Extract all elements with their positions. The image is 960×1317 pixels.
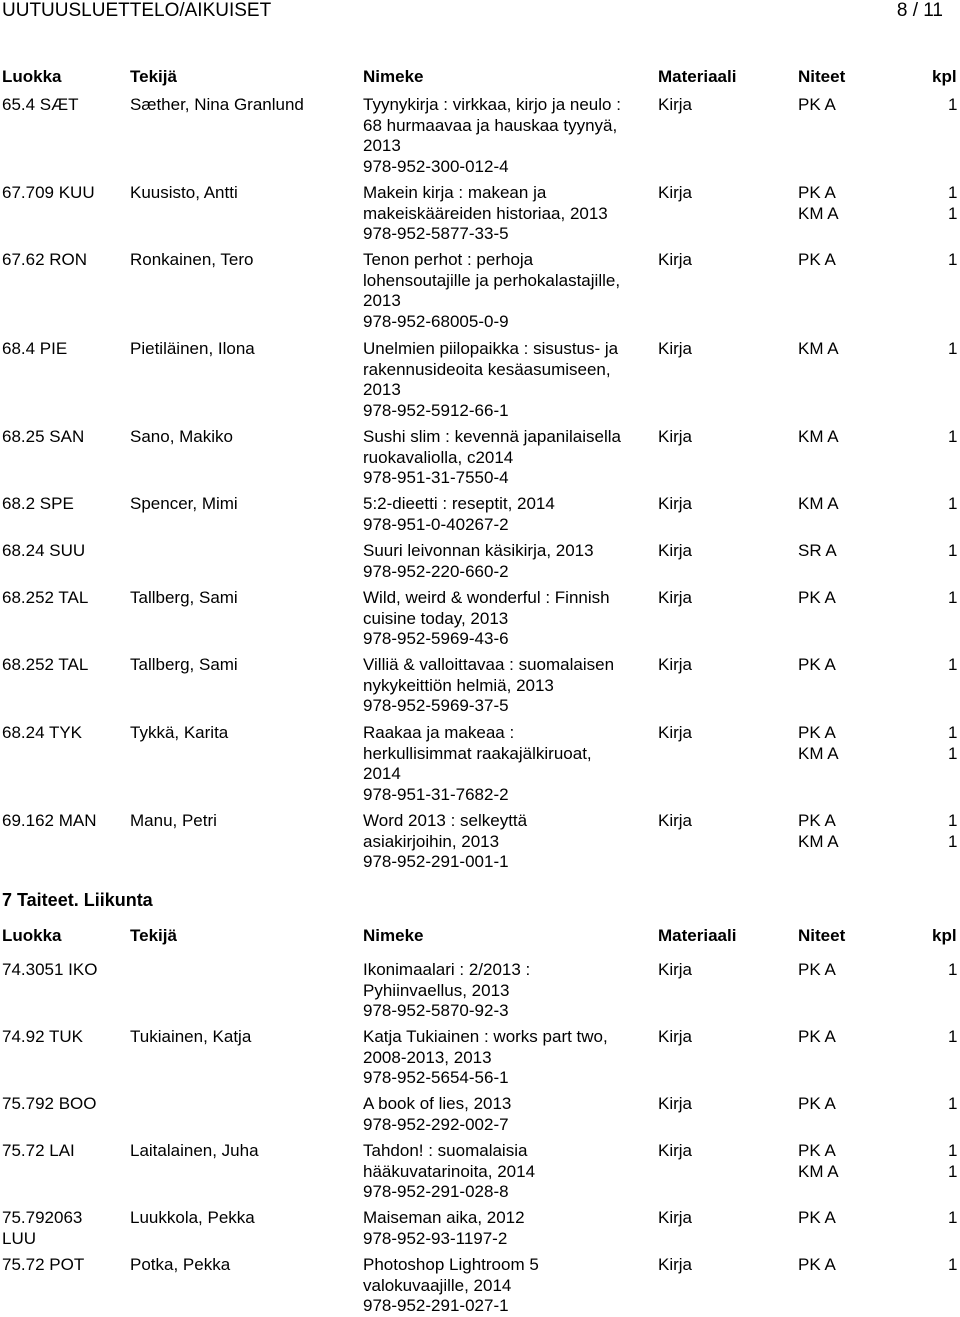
cell-luokka: [2, 655, 127, 676]
luokka-line: 68.24 TYK: [2, 723, 83, 742]
cell-kpl: [948, 811, 960, 852]
cell-nimeke: [363, 494, 653, 535]
cell-tekija: Spencer, Mimi: [130, 494, 238, 513]
page-header: [0, 0, 960, 28]
kpl-line: 1: [948, 1255, 958, 1274]
kpl-line: 1: [948, 250, 958, 269]
cell-niteet: [798, 541, 878, 562]
nimeke-line: Villiä & valloittavaa : suomalaisen: [363, 655, 615, 674]
cell-kpl: [948, 1027, 960, 1048]
luokka-line: 75.72 POT: [2, 1255, 85, 1274]
niteet-line: KM A: [798, 743, 839, 763]
nimeke-line: 2008-2013, 2013: [363, 1047, 492, 1067]
cell-nimeke: [363, 1094, 653, 1135]
cell-materiaali: Kirja: [658, 339, 693, 358]
column-header-tekija: Tekijä: [130, 67, 177, 86]
cell-niteet: [798, 960, 878, 981]
niteet-line: PK A: [798, 1094, 836, 1113]
niteet-line: PK A: [798, 95, 836, 114]
cell-luokka: [2, 1027, 127, 1048]
nimeke-line: Suuri leivonnan käsikirja, 2013: [363, 541, 594, 560]
nimeke-line: asiakirjoihin, 2013: [363, 831, 500, 851]
nimeke-line: Maiseman aika, 2012: [363, 1208, 525, 1227]
niteet-line: KM A: [798, 831, 839, 851]
cell-luokka: [2, 183, 127, 204]
nimeke-line: Makein kirja : makean ja: [363, 183, 547, 202]
luokka-line: 68.252 TAL: [2, 588, 89, 607]
kpl-line: 1: [948, 811, 958, 830]
cell-nimeke: [363, 655, 653, 717]
cell-nimeke: [363, 541, 653, 582]
nimeke-line: 978-951-31-7682-2: [363, 785, 509, 805]
cell-kpl: [948, 541, 960, 562]
cell-luokka: [2, 723, 127, 744]
page-number: 8 / 11: [896, 0, 943, 21]
cell-nimeke: [363, 339, 653, 422]
nimeke-line: 5:2-dieetti : reseptit, 2014: [363, 494, 555, 513]
cell-nimeke: [363, 1255, 653, 1317]
nimeke-line: 978-952-220-660-2: [363, 561, 509, 581]
cell-tekija: Manu, Petri: [130, 811, 217, 830]
nimeke-line: 978-952-291-001-1: [363, 852, 509, 872]
kpl-line: 1: [948, 1027, 958, 1046]
niteet-line: KM A: [798, 203, 839, 223]
kpl-line: 1: [948, 427, 958, 446]
cell-luokka: [2, 1094, 127, 1115]
cell-nimeke: [363, 250, 653, 333]
nimeke-line: valokuvaajille, 2014: [363, 1275, 512, 1295]
column-header-row: [0, 67, 960, 87]
cell-nimeke: [363, 183, 653, 245]
cell-niteet: [798, 494, 878, 515]
cell-nimeke: [363, 588, 653, 650]
nimeke-line: 978-952-5912-66-1: [363, 401, 509, 421]
luokka-line: 75.792 BOO: [2, 1094, 97, 1113]
nimeke-line: 978-952-292-002-7: [363, 1114, 509, 1134]
nimeke-line: 978-952-5969-43-6: [363, 629, 509, 649]
cell-kpl: [948, 1255, 960, 1276]
cell-kpl: [948, 588, 960, 609]
nimeke-line: 978-952-5870-92-3: [363, 1001, 509, 1021]
nimeke-line: Sushi slim : kevennä japanilaisella: [363, 427, 621, 446]
kpl-line: 1: [948, 95, 958, 114]
cell-niteet: [798, 183, 878, 224]
niteet-line: KM A: [798, 494, 839, 513]
column-header-luokka: Luokka: [2, 67, 62, 86]
luokka-line: LUU: [2, 1228, 37, 1248]
cell-kpl: [948, 339, 960, 360]
nimeke-line: Photoshop Lightroom 5: [363, 1255, 539, 1274]
cell-tekija: Tallberg, Sami: [130, 655, 238, 674]
cell-materiaali: Kirja: [658, 960, 693, 979]
kpl-line: 1: [948, 831, 958, 851]
cell-tekija: Ronkainen, Tero: [130, 250, 254, 269]
nimeke-line: Wild, weird & wonderful : Finnish: [363, 588, 610, 607]
nimeke-line: 978-952-68005-0-9: [363, 312, 509, 332]
niteet-line: PK A: [798, 183, 836, 202]
niteet-line: KM A: [798, 427, 839, 446]
cell-tekija: Kuusisto, Antti: [130, 183, 238, 202]
nimeke-line: 978-951-31-7550-4: [363, 468, 509, 488]
nimeke-line: 2013: [363, 136, 401, 156]
cell-kpl: [948, 183, 960, 224]
nimeke-line: Tyynykirja : virkkaa, kirjo ja neulo :: [363, 95, 621, 114]
cell-luokka: [2, 1208, 127, 1249]
niteet-line: PK A: [798, 250, 836, 269]
kpl-line: 1: [948, 1208, 958, 1227]
niteet-line: KM A: [798, 1161, 839, 1181]
nimeke-line: Tenon perhot : perhoja: [363, 250, 534, 269]
column-header-kpl: kpl: [932, 926, 957, 945]
nimeke-line: Raakaa ja makeaa :: [363, 723, 515, 742]
nimeke-line: 978-952-93-1197-2: [363, 1228, 508, 1248]
cell-luokka: [2, 427, 127, 448]
kpl-line: 1: [948, 743, 958, 763]
column-header-nimeke: Nimeke: [363, 926, 424, 945]
niteet-line: PK A: [798, 655, 836, 674]
cell-tekija: Sæther, Nina Granlund: [130, 95, 304, 114]
section-title: 7 Taiteet. Liikunta: [2, 890, 153, 910]
cell-luokka: [2, 1255, 127, 1276]
cell-materiaali: Kirja: [658, 95, 693, 114]
cell-luokka: [2, 541, 127, 562]
cell-materiaali: Kirja: [658, 1208, 693, 1227]
cell-materiaali: Kirja: [658, 588, 693, 607]
column-header-niteet: Niteet: [798, 67, 846, 86]
cell-tekija: Luukkola, Pekka: [130, 1208, 255, 1227]
kpl-line: 1: [948, 655, 958, 674]
cell-tekija: Potka, Pekka: [130, 1255, 231, 1274]
nimeke-line: 2013: [363, 380, 401, 400]
nimeke-line: 978-951-0-40267-2: [363, 514, 509, 534]
luokka-line: 68.24 SUU: [2, 541, 86, 560]
luokka-line: 67.62 RON: [2, 250, 88, 269]
cell-luokka: [2, 339, 127, 360]
kpl-line: 1: [948, 203, 958, 223]
cell-kpl: [948, 960, 960, 981]
niteet-line: PK A: [798, 723, 836, 742]
cell-kpl: [948, 1208, 960, 1229]
column-header-materiaali: Materiaali: [658, 926, 737, 945]
niteet-line: SR A: [798, 541, 837, 560]
kpl-line: 1: [948, 723, 958, 742]
nimeke-line: 978-952-5969-37-5: [363, 696, 509, 716]
column-header-materiaali: Materiaali: [658, 67, 737, 86]
cell-luokka: [2, 960, 127, 981]
cell-niteet: [798, 1141, 878, 1182]
kpl-line: 1: [948, 960, 958, 979]
nimeke-line: A book of lies, 2013: [363, 1094, 512, 1113]
nimeke-line: Tahdon! : suomalaisia: [363, 1141, 528, 1160]
cell-nimeke: [363, 1027, 653, 1089]
kpl-line: 1: [948, 1141, 958, 1160]
cell-luokka: [2, 588, 127, 609]
cell-tekija: Tallberg, Sami: [130, 588, 238, 607]
cell-niteet: [798, 1255, 878, 1276]
luokka-line: 69.162 MAN: [2, 811, 97, 830]
nimeke-line: 2014: [363, 764, 401, 784]
nimeke-line: 978-952-5877-33-5: [363, 224, 509, 244]
cell-luokka: [2, 811, 127, 832]
niteet-line: PK A: [798, 960, 836, 979]
cell-kpl: [948, 655, 960, 676]
kpl-line: 1: [948, 339, 958, 358]
luokka-line: 74.3051 IKO: [2, 960, 98, 979]
nimeke-line: 978-952-291-027-1: [363, 1296, 509, 1316]
nimeke-line: makeiskääreiden historiaa, 2013: [363, 203, 608, 223]
cell-materiaali: Kirja: [658, 1141, 693, 1160]
column-header-nimeke: Nimeke: [363, 67, 424, 86]
cell-kpl: [948, 723, 960, 764]
luokka-line: 74.92 TUK: [2, 1027, 83, 1046]
cell-materiaali: Kirja: [658, 1255, 693, 1274]
cell-nimeke: [363, 960, 653, 1022]
cell-niteet: [798, 95, 878, 116]
cell-luokka: [2, 494, 127, 515]
column-header-tekija: Tekijä: [130, 926, 177, 945]
niteet-line: PK A: [798, 588, 836, 607]
kpl-line: 1: [948, 541, 958, 560]
cell-luokka: [2, 95, 127, 116]
nimeke-line: rakennusideoita kesäasumiseen,: [363, 359, 611, 379]
nimeke-line: Pyhiinvaellus, 2013: [363, 980, 510, 1000]
luokka-line: 68.252 TAL: [2, 655, 89, 674]
luokka-line: 68.4 PIE: [2, 339, 68, 358]
cell-niteet: [798, 1094, 878, 1115]
cell-nimeke: [363, 95, 653, 178]
luokka-line: 75.792063: [2, 1208, 83, 1227]
cell-kpl: [948, 250, 960, 271]
cell-materiaali: Kirja: [658, 427, 693, 446]
cell-kpl: [948, 1094, 960, 1115]
niteet-line: KM A: [798, 339, 839, 358]
luokka-line: 75.72 LAI: [2, 1141, 75, 1160]
niteet-line: PK A: [798, 1027, 836, 1046]
cell-materiaali: Kirja: [658, 541, 693, 560]
cell-materiaali: Kirja: [658, 183, 693, 202]
cell-tekija: Sano, Makiko: [130, 427, 233, 446]
cell-niteet: [798, 339, 878, 360]
nimeke-line: hääkuvatarinoita, 2014: [363, 1161, 536, 1181]
luokka-line: 67.709 KUU: [2, 183, 95, 202]
nimeke-line: Katja Tukiainen : works part two,: [363, 1027, 608, 1046]
cell-luokka: [2, 250, 127, 271]
cell-niteet: [798, 588, 878, 609]
nimeke-line: herkullisimmat raakajälkiruoat,: [363, 743, 592, 763]
nimeke-line: nykykeittiön helmiä, 2013: [363, 675, 554, 695]
niteet-line: PK A: [798, 811, 836, 830]
cell-kpl: [948, 427, 960, 448]
cell-tekija: Laitalainen, Juha: [130, 1141, 259, 1160]
nimeke-line: Word 2013 : selkeyttä: [363, 811, 528, 830]
cell-materiaali: Kirja: [658, 250, 693, 269]
kpl-line: 1: [948, 494, 958, 513]
cell-tekija: Pietiläinen, Ilona: [130, 339, 255, 358]
cell-materiaali: Kirja: [658, 494, 693, 513]
cell-niteet: [798, 1208, 878, 1229]
cell-tekija: Tykkä, Karita: [130, 723, 229, 742]
cell-materiaali: Kirja: [658, 1027, 693, 1046]
niteet-line: PK A: [798, 1255, 836, 1274]
cell-materiaali: Kirja: [658, 723, 693, 742]
column-header-niteet: Niteet: [798, 926, 846, 945]
column-header-luokka: Luokka: [2, 926, 62, 945]
kpl-line: 1: [948, 183, 958, 202]
nimeke-line: lohensoutajille ja perhokalastajille,: [363, 270, 621, 290]
cell-materiaali: Kirja: [658, 655, 693, 674]
cell-niteet: [798, 655, 878, 676]
cell-materiaali: Kirja: [658, 811, 693, 830]
nimeke-line: ruokavaliolla, c2014: [363, 447, 514, 467]
column-header-row-2: [0, 926, 960, 946]
cell-nimeke: [363, 1141, 653, 1203]
document-title: UUTUUSLUETTELO/AIKUISET: [2, 0, 272, 21]
cell-niteet: [798, 427, 878, 448]
nimeke-line: 978-952-291-028-8: [363, 1182, 509, 1202]
cell-niteet: [798, 1027, 878, 1048]
kpl-line: 1: [948, 588, 958, 607]
nimeke-line: Ikonimaalari : 2/2013 :: [363, 960, 531, 979]
cell-niteet: [798, 811, 878, 852]
niteet-line: PK A: [798, 1208, 836, 1227]
luokka-line: 68.25 SAN: [2, 427, 85, 446]
cell-kpl: [948, 95, 960, 116]
cell-materiaali: Kirja: [658, 1094, 693, 1113]
luokka-line: 68.2 SPE: [2, 494, 74, 513]
cell-nimeke: [363, 723, 653, 806]
nimeke-line: 68 hurmaavaa ja hauskaa tyynyä,: [363, 115, 618, 135]
cell-nimeke: [363, 1208, 653, 1249]
column-header-kpl: kpl: [932, 67, 957, 86]
nimeke-line: 978-952-5654-56-1: [363, 1068, 509, 1088]
cell-kpl: [948, 1141, 960, 1182]
nimeke-line: Unelmien piilopaikka : sisustus- ja: [363, 339, 619, 358]
cell-tekija: Tukiainen, Katja: [130, 1027, 252, 1046]
kpl-line: 1: [948, 1094, 958, 1113]
cell-nimeke: [363, 811, 653, 873]
nimeke-line: 2013: [363, 291, 401, 311]
nimeke-line: cuisine today, 2013: [363, 608, 509, 628]
cell-luokka: [2, 1141, 127, 1162]
cell-kpl: [948, 494, 960, 515]
nimeke-line: 978-952-300-012-4: [363, 157, 509, 177]
niteet-line: PK A: [798, 1141, 836, 1160]
cell-nimeke: [363, 427, 653, 489]
kpl-line: 1: [948, 1161, 958, 1181]
luokka-line: 65.4 SÆT: [2, 95, 79, 114]
cell-niteet: [798, 250, 878, 271]
cell-niteet: [798, 723, 878, 764]
